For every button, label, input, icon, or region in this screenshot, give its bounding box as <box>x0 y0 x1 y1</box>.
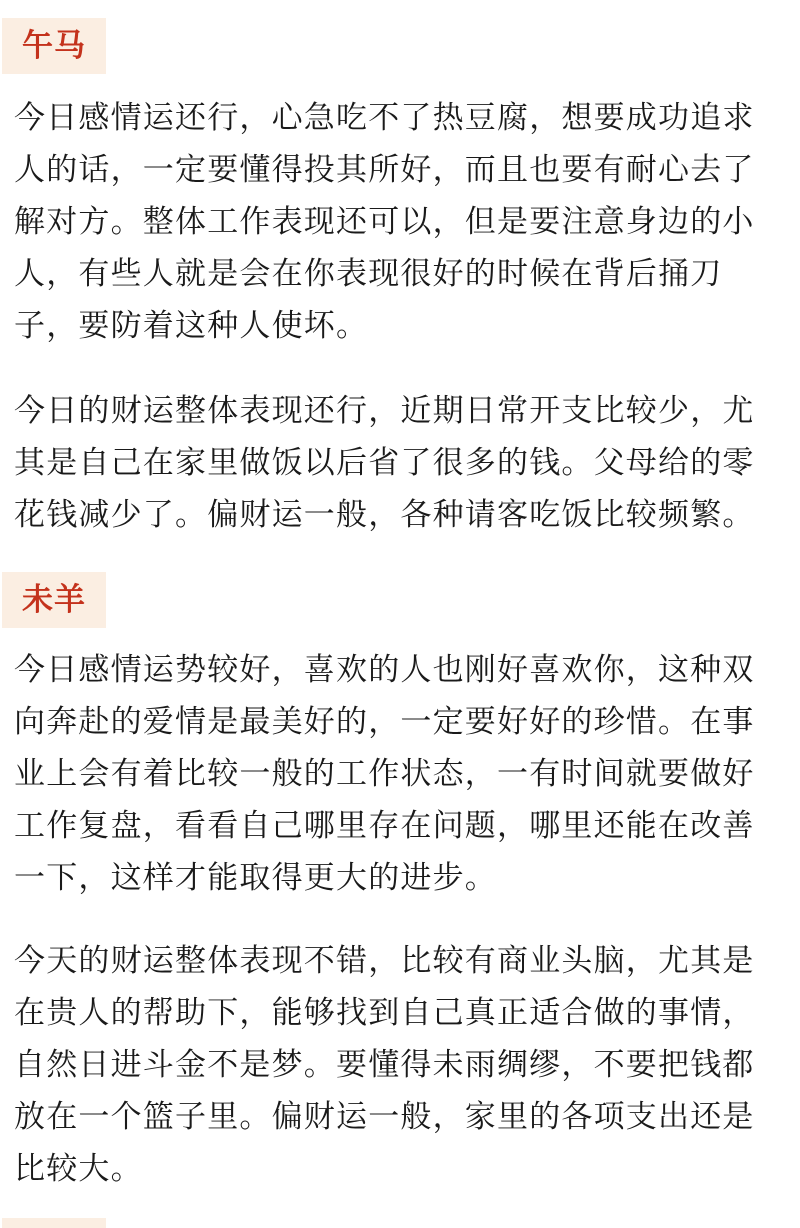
text-line: 一下，这样才能取得更大的进步。 <box>14 860 497 896</box>
next-section-tag <box>2 1218 106 1228</box>
section-weiyang-love-career-paragraph <box>14 644 792 904</box>
text-line: 工作复盘，看看自己哪里存在问题，哪里还能在改善 <box>14 808 755 844</box>
text-line: 向奔赴的爱情是最美好的，一定要好好的珍惜。在事 <box>14 704 755 740</box>
text-line: 花钱减少了。偏财运一般，各种请客吃饭比较频繁。 <box>14 497 755 533</box>
text-line: 其是自己在家里做饭以后省了很多的钱。父母给的零 <box>14 445 755 481</box>
text-line: 比较大。 <box>14 1151 143 1187</box>
section-weiyang-wealth-paragraph <box>14 935 792 1195</box>
text-line: 今日的财运整体表现还行，近期日常开支比较少，尤 <box>14 393 755 429</box>
text-line: 人的话，一定要懂得投其所好，而且也要有耐心去了 <box>14 152 755 188</box>
section-tag-weiyang: 未羊 <box>2 572 106 628</box>
text-line: 今日感情运势较好，喜欢的人也刚好喜欢你，这种双 <box>14 652 755 688</box>
section-wuma-love-career-paragraph <box>14 92 792 352</box>
text-line: 解对方。整体工作表现还可以，但是要注意身边的小 <box>14 204 755 240</box>
text-line: 子，要防着这种人使坏。 <box>14 308 369 344</box>
text-line: 放在一个篮子里。偏财运一般，家里的各项支出还是 <box>14 1099 755 1135</box>
text-line: 业上会有着比较一般的工作状态，一有时间就要做好 <box>14 756 755 792</box>
text-line: 在贵人的帮助下，能够找到自己真正适合做的事情， <box>14 995 755 1031</box>
section-wuma-wealth-paragraph <box>14 385 792 541</box>
text-line: 今日感情运还行，心急吃不了热豆腐，想要成功追求 <box>14 100 755 136</box>
section-tag-wuma: 午马 <box>2 18 106 74</box>
text-line: 今天的财运整体表现不错，比较有商业头脑，尤其是 <box>14 943 755 979</box>
text-line: 人，有些人就是会在你表现很好的时候在背后捅刀 <box>14 256 723 292</box>
text-line: 自然日进斗金不是梦。要懂得未雨绸缪，不要把钱都 <box>14 1047 755 1083</box>
